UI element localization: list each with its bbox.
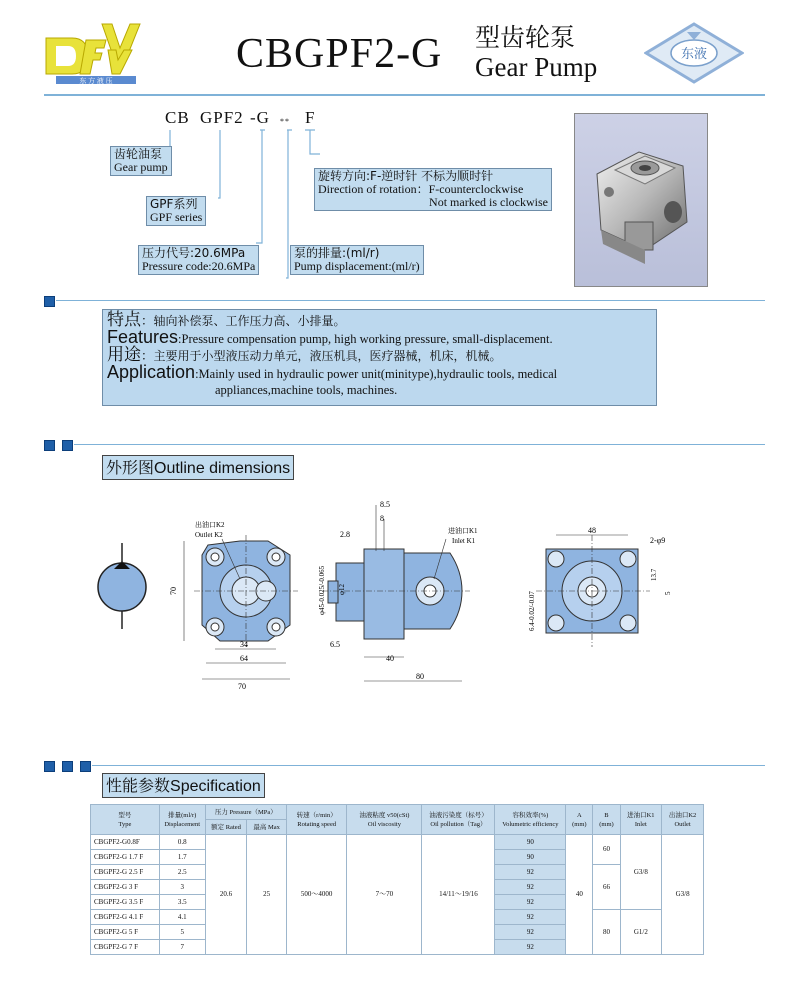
svg-text:8.5: 8.5 [380, 500, 390, 509]
section-marker [44, 440, 55, 451]
pump-photo [574, 113, 708, 287]
svg-text:进油口K1: 进油口K1 [448, 527, 478, 535]
spec-table: 型号 Type 排量(ml/r) Displacement 压力 Pressure（MPa） 转速（r/min） Rotating speed 油液粘度 v50(cSt) Oil viscosity 油液污染度（标号） Oil pollution（Tag） 容积效率(%) Volumetric efficiency A (mm) B (mm) 进油口K1 Inlet 出油口K2 Outlet 额定 Rated 最高 Max CBGPF2-G0.8F 0.8 20.6 25 500～4000 7～70 14/11～19/16 90 40 60 G3/8 G3/8 CBGPF2-G 1.7 F 1.7 90 CBGPF2-G 2.5 F 2.5 92 66 CBGPF2-G 3 F 3 92 CBGPF2-G 3.5 F 3.5 92 CBGPF2-G 4.1 F 4.1 92 80 G1/2 CBGPF2-G 5 F 5 92 CBGPF2-G 7 F 7 92 [90, 804, 704, 955]
code-gpf2: GPF2 [200, 108, 244, 127]
section-marker [44, 296, 55, 307]
spec-heading: 性能参数Specification [102, 773, 265, 798]
header-divider [44, 94, 765, 96]
label-rotation: 旋转方向:F-逆时针 不标为顺时针 Direction of rotation：F-counterclockwise Not marked is clockwise [314, 168, 552, 211]
table-row: CBGPF2-G 7 F 7 92 [91, 940, 704, 955]
label-gpf-series: GPF系列 GPF series [146, 196, 206, 226]
svg-text:φ45-0.025/-0.065: φ45-0.025/-0.065 [318, 565, 326, 615]
table-row: CBGPF2-G 2.5 F 2.5 92 66 [91, 865, 704, 880]
code-f: F [305, 108, 316, 127]
code-stars: ** [280, 117, 290, 126]
outline-heading: 外形图Outline dimensions [102, 455, 294, 480]
badge-text: 东液 [680, 46, 708, 61]
label-pressure-code: 压力代号:20.6MPa Pressure code:20.6MPa [138, 245, 259, 275]
section-divider [92, 765, 765, 766]
label-displacement: 泵的排量:(ml/r) Pump displacement:(ml/r) [290, 245, 424, 275]
section-divider [74, 444, 765, 445]
section-marker [80, 761, 91, 772]
logo-sub: 东 方 液 压 [79, 77, 113, 84]
section-marker [62, 761, 73, 772]
code-g: -G [250, 108, 270, 127]
table-row: CBGPF2-G 3 F 3 92 [91, 880, 704, 895]
svg-text:40: 40 [386, 654, 394, 663]
svg-text:64: 64 [240, 654, 248, 663]
company-logo [44, 20, 144, 84]
table-row: CBGPF2-G 3.5 F 3.5 92 [91, 895, 704, 910]
page-title: CBGPF2-G [236, 31, 443, 77]
svg-text:5: 5 [664, 591, 672, 595]
page-title-en: Gear Pump [475, 52, 598, 82]
section-marker [44, 761, 55, 772]
svg-text:13.7: 13.7 [650, 568, 658, 581]
brand-badge [644, 22, 744, 84]
side-view [318, 500, 478, 681]
section-divider [56, 300, 765, 301]
svg-text:80: 80 [416, 672, 424, 681]
svg-text:48: 48 [588, 526, 596, 535]
table-row: CBGPF2-G 4.1 F 4.1 92 80 G1/2 [91, 910, 704, 925]
svg-text:6.5: 6.5 [330, 640, 340, 649]
front-view [169, 520, 298, 691]
label-gear-pump: 齿轮油泵 Gear pump [110, 146, 172, 176]
svg-text:70: 70 [238, 682, 246, 691]
svg-text:Outlet K2: Outlet K2 [195, 531, 223, 539]
svg-text:Inlet K1: Inlet K1 [452, 537, 476, 545]
svg-text:2-φ9: 2-φ9 [650, 536, 666, 545]
table-header-row: 型号 Type 排量(ml/r) Displacement 压力 Pressure（MPa） 转速（r/min） Rotating speed 油液粘度 v50(cSt) Oil viscosity 油液污染度（标号） Oil pollution（Tag） 容积效率(%) Volumetric efficiency A (mm) B (mm) 进油口K1 Inlet 出油口K2 Outlet [91, 805, 704, 820]
svg-text:34: 34 [240, 640, 248, 649]
outline-drawings [90, 495, 710, 705]
svg-text:8: 8 [380, 514, 384, 523]
svg-text:2.8: 2.8 [340, 530, 350, 539]
svg-text:70: 70 [169, 587, 178, 595]
svg-text:φ12: φ12 [338, 583, 346, 595]
page-title-cn: 型齿轮泵 [475, 23, 576, 52]
svg-text:6.4-0.02/-0.07: 6.4-0.02/-0.07 [528, 591, 536, 631]
table-row: CBGPF2-G 5 F 5 92 [91, 925, 704, 940]
pump-symbol [98, 543, 146, 629]
table-row: CBGPF2-G 1.7 F 1.7 90 [91, 850, 704, 865]
table-row: CBGPF2-G0.8F 0.8 20.6 25 500～4000 7～70 14/11～19/16 90 40 60 G3/8 G3/8 [91, 835, 704, 850]
features-panel: 特点：轴向补偿泵、工作压力高、小排量。 Features:Pressure compensation pump, high working pressure, small-displacement. 用途：主要用于小型液压动力单元，液压机具，医疗器械，机床，机械。 Application:Mainly used in hydraulic power unit(minitype),hydraulic tools, medical appliances,machine tools, machines. [102, 309, 657, 406]
code-cb: CB [165, 108, 190, 127]
section-marker [62, 440, 73, 451]
rear-view [528, 526, 672, 647]
svg-text:出油口K2: 出油口K2 [195, 521, 225, 529]
